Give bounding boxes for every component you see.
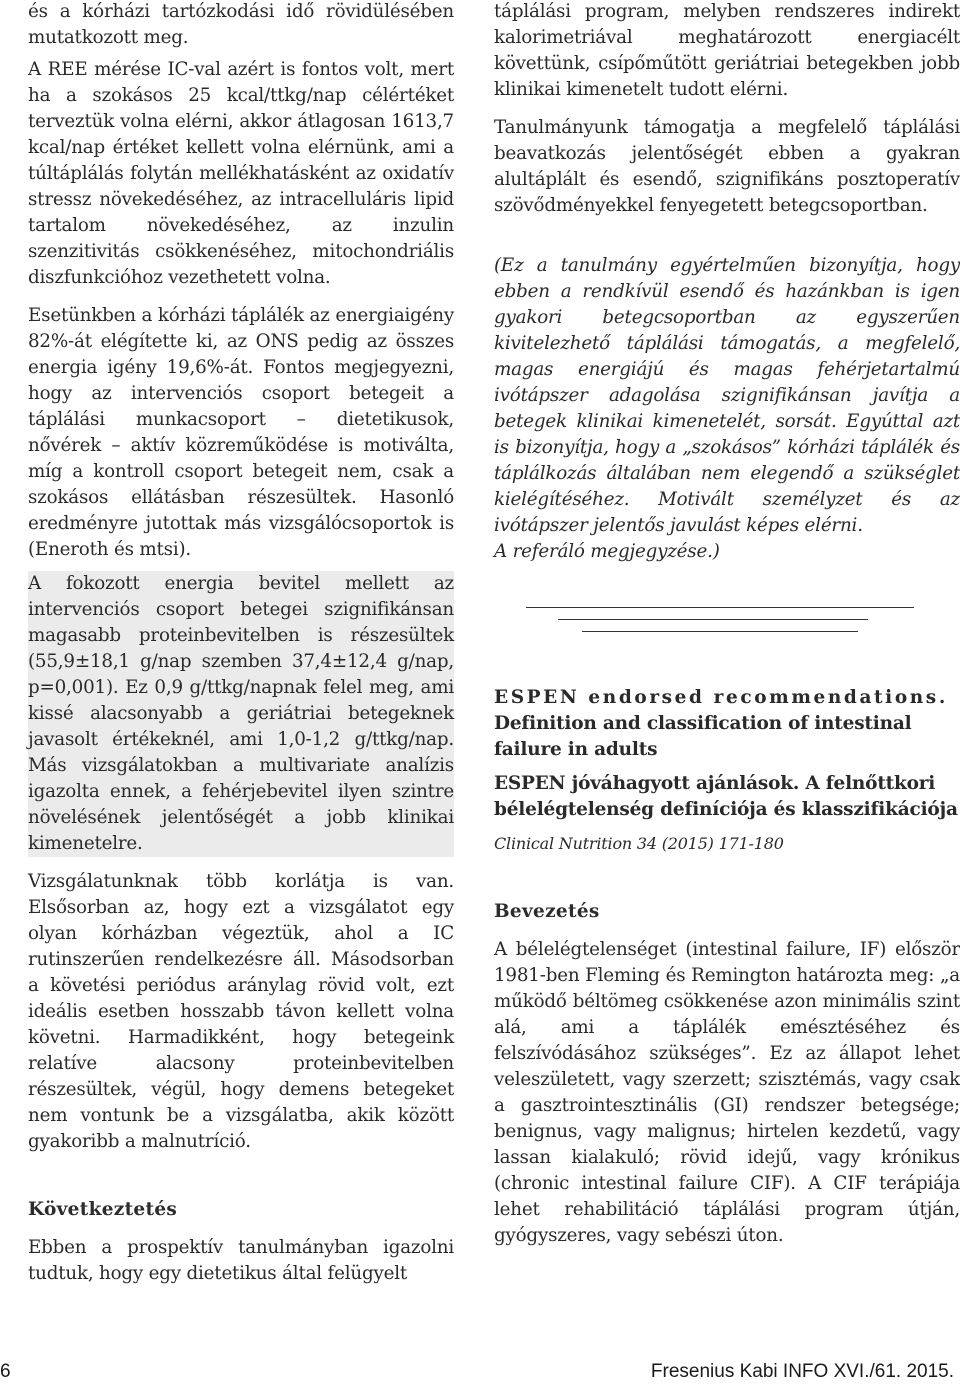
paragraph: A fokozott energia bevitel mellett az intervenciós csoport betegei szignifikánsan magasabb proteinbevitelben is részesültek (55,9±18,1 g/nap szemben 37,4±12,4 g/nap, p=0,001). Ez 0,9 g/ttkg/napnak felel meg, ami kissé alacsonyabb a geriátriai betegeknek javasolt értékeknél, ami 1,0-1,2 g/ttkg/nap. Más vizsgálatokban a multivariate analízis igazolta ennek, a fehérjebevitel ilyen szintre növelésének jelentőségét a jobb klinikai kimenetelre. bbox=[28, 571, 454, 857]
article-title-en bbox=[494, 685, 960, 763]
section-heading: Következtetés bbox=[28, 1199, 178, 1220]
article-title-hu: ESPEN jóváhagyott ajánlások. A felnőttkori bélelégtelenség definíciója és klasszifikációja bbox=[494, 773, 958, 820]
journal-reference: Clinical Nutrition 34 (2015) 171-180 bbox=[494, 834, 784, 853]
divider-rule bbox=[558, 619, 868, 620]
paragraph: táplálási program, melyben rendszeres indirekt kalorimetriával meghatározott energiacélt követtünk, csípőműtött geriátriai betegekben jobb klinikai kimenetelt tudott elérni. bbox=[494, 1, 960, 100]
page-number: 6 bbox=[0, 1361, 11, 1382]
article-title-en-line2: Definition and classification of intestinal failure in adults bbox=[494, 713, 912, 760]
paragraph: A REE mérése IC-val azért is fontos volt, mert ha a szokásos 25 kcal/ttkg/nap célértéket terveztük volna elérni, akkor átlagosan 1613,7 kcal/nap értéket kellett volna elérnünk, ami a túltáplálás folytán mellékhatásként az oxidatív stressz növekedéséhez, az intracelluláris lipid tartalom növekedéséhez, az inzulin szenzitivitás csökkenéséhez, mitochondriális diszfunkcióhoz vezethetett volna. bbox=[28, 59, 454, 288]
paragraph: és a kórházi tartózkodási idő rövidülésében mutatkozott meg. bbox=[28, 1, 454, 48]
paragraph: A bélelégtelenséget (intestinal failure, IF) először 1981-ben Fleming és Remington határozta meg: „a működő béltömeg csökkenése azon minimális szint alá, ami a táplálék emésztéséhez és felszívódásához szükséges”. Ez az állapot lehet veleszületett, vagy szerzett; szisztémás, vagy csak a gasztrointesztinális (GI) rendszer betegsége; benignus, vagy malignus; hirtelen kezdetű, vagy lassan kialakuló; rövid idejű, vagy krónikus (chronic intestinal failure CIF). A CIF terápiája lehet rehabilitáció táplálási program útján, gyógyszeres, vagy sebészi úton. bbox=[494, 939, 960, 1246]
editor-signature: A referáló megjegyzése.) bbox=[494, 541, 720, 562]
article-title-en-line1: ESPEN endorsed recommendations. bbox=[494, 687, 948, 708]
editor-note: (Ez a tanulmány egyértelműen bizonyítja, hogy ebben a rendkívül esendő és hazánkban is igen gyakori betegcsoportban az egyszerűen kivitelezhető táplálási támogatás, a megfelelő, magas energiájú és magas fehérjetartalmú ivótápszer adagolása szignifikánsan javítja a betegek klinikai kimenetelét, sorsát. Egyúttal azt is bizonyítja, hogy a „szokásos” kórházi táplálék és táplálkozás általában nem elegendő a szükséglet kielégítéséhez. Motivált személyzet és az ivótápszer jelentős javulást képes elérni. bbox=[494, 255, 960, 536]
divider-rule bbox=[582, 631, 858, 632]
paragraph: Esetünkben a kórházi táplálék az energiaigény 82%-át elégítette ki, az ONS pedig az összes energia igény 19,6%-át. Fontos megjegyezni, hogy az intervenciós csoport betegeit a táplálási munkacsoport – dietetikusok, nővérek – aktív közreműködése is motiválta, míg a kontroll csoport betegeit nem, csak a szokásos ellátásban részesültek. Hasonló eredményre jutottak más vizsgálócsoportok is (Eneroth és mtsi). bbox=[28, 305, 454, 560]
paragraph: Tanulmányunk támogatja a megfelelő táplálási beavatkozás jelentőségét ebben a gyakran alultáplált és esendő, szignifikáns posztoperatív szövődményekkel fenyegetett betegcsoportban. bbox=[494, 117, 960, 216]
paragraph: Vizsgálatunknak több korlátja is van. Elsősorban az, hogy ezt a vizsgálatot egy olyan kórházban végeztük, ahol a IC rutinszerűen rendelkezésre áll. Másodsorban a követési periódus aránylag rövid volt, ezt ideális esetben hosszabb távon kellett volna követni. Harmadikként, hogy betegeink relatíve alacsony proteinbevitelben részesültek, végül, hogy demens betegeket nem vontunk be a vizsgálatba, akik között gyakoribb a malnutríció. bbox=[28, 871, 454, 1152]
page-footer bbox=[0, 1351, 960, 1391]
publication-info: Fresenius Kabi INFO XVI./61. 2015. bbox=[650, 1361, 954, 1382]
left-column bbox=[28, 0, 454, 1287]
section-rule-block bbox=[494, 565, 960, 685]
paragraph: Ebben a prospektív tanulmányban igazolni tudtuk, hogy egy dietetikus által felügyelt bbox=[28, 1237, 454, 1284]
section-heading: Bevezetés bbox=[494, 901, 600, 922]
right-column bbox=[494, 0, 960, 1249]
divider-rule bbox=[526, 607, 914, 608]
